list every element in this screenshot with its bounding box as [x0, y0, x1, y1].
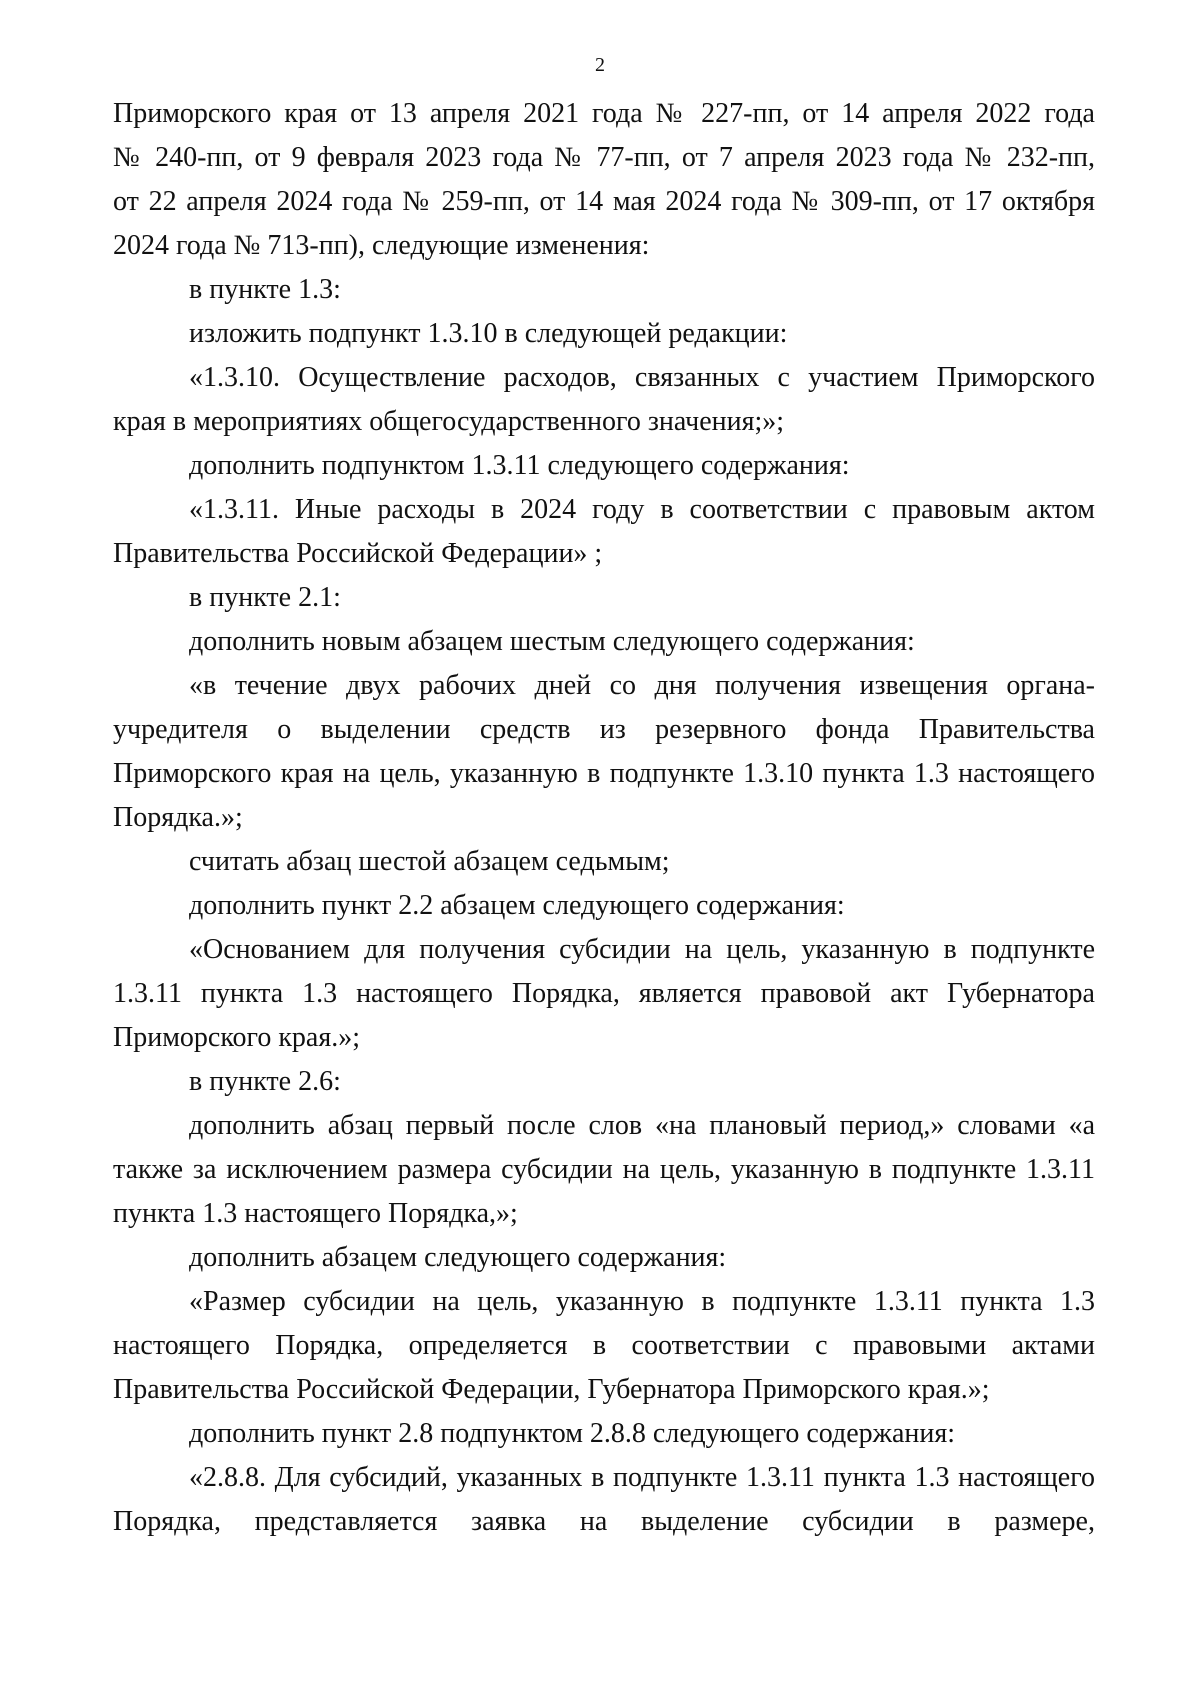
text-line: Правительства Российской Федерации» ;: [113, 538, 603, 569]
text-line: дополнить пункт 2.8 подпунктом 2.8.8 следующего содержания:: [189, 1418, 956, 1449]
text-line: края в мероприятиях общегосударственного значения;»;: [113, 406, 785, 437]
text-line: «Размер субсидии на цель, указанную в подпункте 1.3.11 пункта 1.3: [189, 1286, 1095, 1317]
text-line: изложить подпункт 1.3.10 в следующей редакции:: [189, 318, 788, 349]
text-line: в пункте 2.6:: [189, 1066, 341, 1097]
text-line: «1.3.10. Осуществление расходов, связанных с участием Приморского: [189, 362, 1095, 393]
text-line: пункта 1.3 настоящего Порядка,»;: [113, 1198, 518, 1229]
text-line: также за исключением размера субсидии на цель, указанную в подпункте 1.3.11: [113, 1154, 1095, 1185]
page-number: 2: [595, 54, 605, 76]
text-line: в пункте 2.1:: [189, 582, 341, 613]
text-line: настоящего Порядка, определяется в соответствии с правовыми актами: [113, 1330, 1095, 1361]
text-line: 1.3.11 пункта 1.3 настоящего Порядка, является правовой акт Губернатора: [113, 978, 1095, 1009]
text-line: № 240-пп, от 9 февраля 2023 года № 77-пп, от 7 апреля 2023 года № 232-пп,: [113, 142, 1095, 173]
text-line: Приморского края.»;: [113, 1022, 361, 1053]
text-line: в пункте 1.3:: [189, 274, 341, 305]
text-line: «в течение двух рабочих дней со дня получения извещения органа-: [189, 670, 1095, 701]
text-line: дополнить абзац первый после слов «на плановый период,» словами «а: [189, 1110, 1095, 1141]
text-line: Правительства Российской Федерации, Губернатора Приморского края.»;: [113, 1374, 990, 1405]
text-line: «1.3.11. Иные расходы в 2024 году в соответствии с правовым актом: [189, 494, 1095, 525]
text-line: дополнить подпунктом 1.3.11 следующего содержания:: [189, 450, 850, 481]
text-line: Порядка, представляется заявка на выделение субсидии в размере,: [113, 1506, 1095, 1537]
text-line: считать абзац шестой абзацем седьмым;: [189, 846, 670, 877]
text-line: дополнить абзацем следующего содержания:: [189, 1242, 727, 1273]
text-line: Порядка.»;: [113, 802, 243, 833]
text-line: дополнить пункт 2.2 абзацем следующего содержания:: [189, 890, 845, 921]
text-line: 2024 года № 713-пп), следующие изменения:: [113, 230, 650, 261]
text-line: учредителя о выделении средств из резервного фонда Правительства: [113, 714, 1095, 745]
document-body: [113, 92, 1095, 1544]
text-line: «Основанием для получения субсидии на цель, указанную в подпункте: [189, 934, 1095, 965]
text-line: «2.8.8. Для субсидий, указанных в подпункте 1.3.11 пункта 1.3 настоящего: [189, 1462, 1095, 1493]
text-line: от 22 апреля 2024 года № 259-пп, от 14 мая 2024 года № 309-пп, от 17 октября: [113, 186, 1095, 217]
text-line: Приморского края на цель, указанную в подпункте 1.3.10 пункта 1.3 настоящего: [113, 758, 1095, 789]
text-line: дополнить новым абзацем шестым следующего содержания:: [189, 626, 915, 657]
text-line: Приморского края от 13 апреля 2021 года № 227-пп, от 14 апреля 2022 года: [113, 98, 1095, 129]
